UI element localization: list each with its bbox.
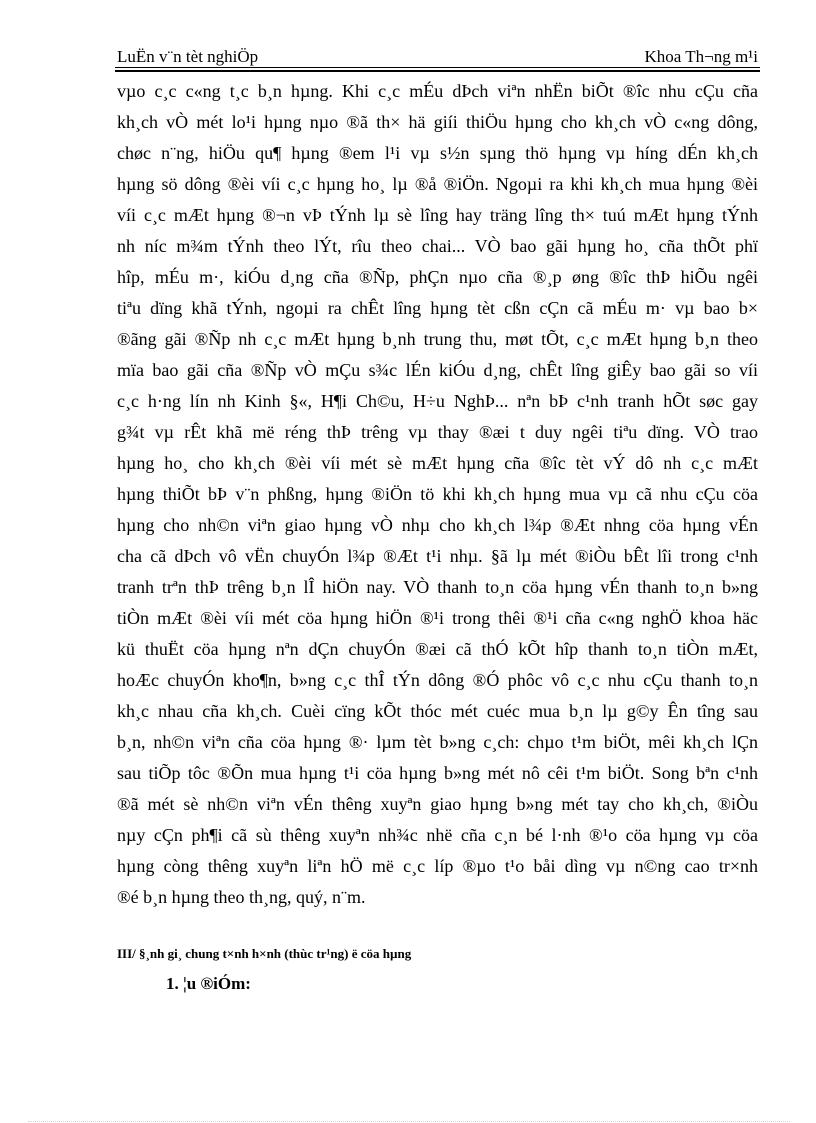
text-line: ®ã mét sè nh©n viªn vÉn thêng xuyªn giao hµng b»ng mét tay cho kh¸ch, ®iÒu: [117, 794, 758, 814]
text-line: sau tiÕp tôc ®Õn mua hµng t¹i cöa hµng b»ng mét nô cêi t¹m biÖt. Song bªn c¹nh: [117, 763, 758, 783]
section-heading: III/ §¸nh gi¸ chung t×nh h×nh (thùc tr¹ng) ë cöa hµng: [117, 946, 412, 961]
text-line: cha cã dÞch vô vËn chuyÓn l¾p ®Æt t¹i nhµ. §ã lµ mét ®iÒu bÊt lîi trong c¹nh: [117, 546, 758, 566]
text-line: mïa bao gãi cña ®Ñp vÒ mÇu s¾c lÉn kiÓu d¸ng, chÊt lîng giÊy bao gãi so víi: [117, 360, 758, 380]
text-line: hµng sö dông ®èi víi c¸c hµng ho¸ lµ ®å ®iÖn. Ngoµi ra khi kh¸ch mua hµng ®èi: [117, 174, 758, 194]
text-line: hµng còng thêng xuyªn liªn hÖ më c¸c líp ®µo t¹o båi dìng vµ n©ng cao tr×nh: [117, 856, 758, 876]
header-thesis-label: LuËn v¨n tèt nghiÖp: [117, 47, 259, 66]
text-line: b¸n, nh©n viªn cña cöa hµng ®· lµm tèt b»ng c¸ch: chµo t¹m biÖt, mêi kh¸ch lÇn: [117, 732, 758, 752]
text-line: hµng cho nh©n viªn giao hµng vÒ nhµ cho kh¸ch l¾p ®Æt nhng cöa hµng vÉn: [117, 515, 758, 535]
header-faculty-label: Khoa Th¬ng m¹i: [644, 47, 758, 66]
text-line: nµy cÇn ph¶i cã sù thêng xuyªn nh¾c nhë cña c¸n bé l·nh ®¹o cöa hµng vµ cöa: [117, 825, 758, 845]
text-line: víi c¸c mÆt hµng ®¬n vÞ tÝnh lµ sè lîng hay träng lîng th× tuú mÆt hµng tÝnh: [117, 205, 758, 225]
text-line: chøc n¨ng, hiÖu qu¶ hµng ®em l¹i vµ s½n sµng thö hµng vµ híng dÉn kh¸ch: [117, 143, 758, 163]
header-divider-thin: [115, 67, 760, 68]
text-line: tiªu dïng khã tÝnh, ngoµi ra chÊt lîng hµng tèt cßn cÇn cã mÉu m· vµ bao b×: [117, 298, 758, 318]
text-line: hîp, mÉu m·, kiÓu d¸ng cña ®Ñp, phÇn nµo cña ®¸p øng ®îc thÞ hiÕu ngêi: [117, 267, 758, 287]
page-bottom-edge: [28, 1121, 790, 1122]
text-line: hµng ho¸ cho kh¸ch ®èi víi mét sè mÆt hµng cña ®îc tèt vÝ dô nh c¸c mÆt: [117, 453, 758, 473]
text-line: hµng thiÕt bÞ v¨n phßng, hµng ®iÖn tö khi kh¸ch hµng mua vµ cã nhu cÇu cöa: [117, 484, 758, 504]
page-header: [117, 47, 758, 69]
text-line: c¸c h·ng lín nh Kinh §«, H¶i Ch©u, H÷u NghÞ... nªn bÞ c¹nh tranh hÕt søc gay: [117, 391, 758, 411]
text-line: nh níc m¾m tÝnh theo lÝt, rîu theo chai... VÒ bao gãi hµng ho¸ cña thÕt phï: [117, 236, 758, 256]
text-line: kü thuËt cöa hµng nªn dÇn chuyÓn ®æi cã thÓ kÕt hîp thanh to¸n tiÒn mÆt,: [117, 639, 758, 659]
text-line: g¾t vµ rÊt khã më réng thÞ trêng vµ thay ®æi t duy ngêi tiªu dïng. VÒ trao: [117, 422, 758, 442]
header-divider-thick: [115, 70, 760, 72]
text-line: kh¸ch vÒ mét lo¹i hµng nµo ®ã th× hä giíi thiÖu hµng cho kh¸ch vÒ c«ng dông,: [117, 112, 758, 132]
subsection-heading: 1. ¦u ®iÓm:: [166, 974, 251, 993]
text-line: hoÆc chuyÓn kho¶n, b»ng c¸c thÎ tÝn dông ®Ó phôc vô c¸c nhu cÇu thanh to¸n: [117, 670, 758, 690]
text-line: ®é b¸n hµng theo th¸ng, quý, n¨m.: [117, 887, 366, 907]
body-paragraph: [117, 76, 758, 913]
text-line: kh¸c nhau cña kh¸ch. Cuèi cïng kÕt thóc mét cuéc mua b¸n lµ g©y Ên tîng sau: [117, 701, 758, 721]
text-line: vµo c¸c c«ng t¸c b¸n hµng. Khi c¸c mÉu dÞch viªn nhËn biÕt ®îc nhu cÇu cña: [117, 81, 758, 101]
text-line: tranh trªn thÞ trêng b¸n lÎ hiÖn nay. VÒ thanh to¸n cöa hµng vÉn thanh to¸n b»ng: [117, 577, 758, 597]
text-line: ®ãng gãi ®Ñp nh c¸c mÆt hµng b¸nh trung thu, møt tÕt, c¸c mÆt hµng b¸n theo: [117, 329, 758, 349]
text-line: tiÒn mÆt ®èi víi mét cöa hµng hiÖn ®¹i trong thêi ®¹i cña c«ng nghÖ khoa häc: [117, 608, 758, 628]
